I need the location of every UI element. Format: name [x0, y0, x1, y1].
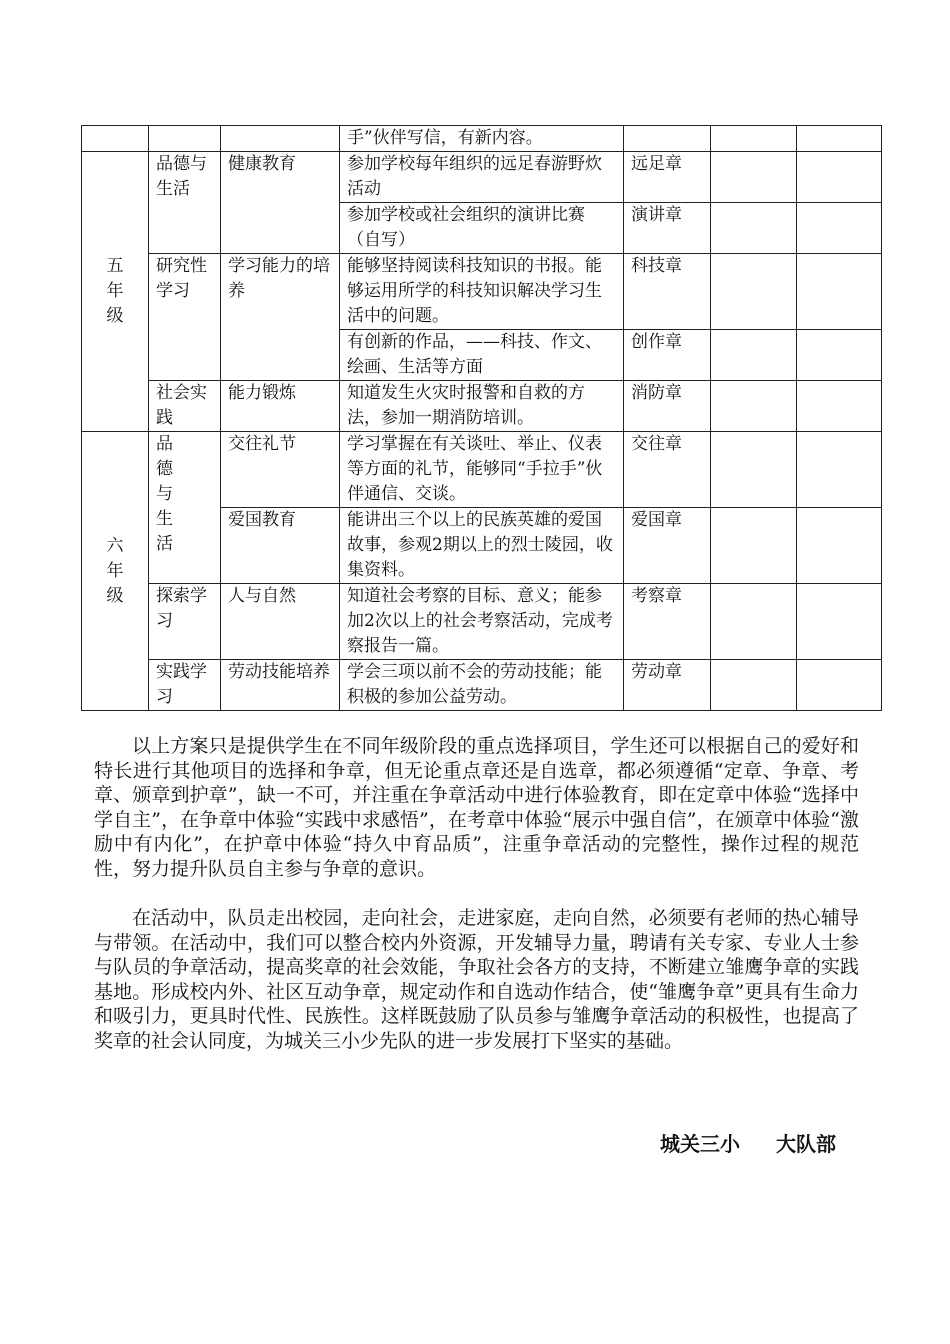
- content-cell: 学会三项以前不会的劳动技能；能积极的参加公益劳动。: [340, 660, 624, 711]
- blank-cell: [711, 584, 797, 660]
- table-row: [82, 660, 882, 711]
- item-cell: 健康教育: [221, 152, 340, 254]
- item-cell: 能力锻炼: [221, 381, 340, 432]
- badge-plan-table: [81, 125, 882, 711]
- blank-cell: [797, 254, 882, 330]
- blank-cell: [711, 381, 797, 432]
- table-row: [82, 584, 882, 660]
- grade-cell: 六年级: [82, 432, 149, 711]
- content-cell: 能讲出三个以上的民族英雄的爱国故事，参观2期以上的烈士陵园，收集资料。: [340, 508, 624, 584]
- blank-cell: [711, 432, 797, 508]
- content-cell: 学习掌握在有关谈吐、举止、仪表等方面的礼节，能够同“手拉手”伙伴通信、交谈。: [340, 432, 624, 508]
- blank-cell: [797, 126, 882, 152]
- blank-cell: [711, 203, 797, 254]
- badge-cell: [624, 126, 711, 152]
- content-cell: 参加学校每年组织的远足春游野炊活动: [340, 152, 624, 203]
- blank-cell: [797, 660, 882, 711]
- badge-cell: 考察章: [624, 584, 711, 660]
- item-cell: 人与自然: [221, 584, 340, 660]
- item-cell: 爱国教育: [221, 508, 340, 584]
- table-row: [82, 126, 882, 152]
- item-cell: 学习能力的培养: [221, 254, 340, 381]
- content-cell: 能够坚持阅读科技知识的书报。能够运用所学的科技知识解决学习生活中的问题。: [340, 254, 624, 330]
- blank-cell: [711, 152, 797, 203]
- content-cell: 知道社会考察的目标、意义；能参加2次以上的社会考察活动，完成考察报告一篇。: [340, 584, 624, 660]
- blank-cell: [797, 584, 882, 660]
- signature-dept: 大队部: [776, 1132, 836, 1156]
- blank-cell: [711, 126, 797, 152]
- subject-cell: 品德与生活: [149, 432, 221, 584]
- blank-cell: [711, 254, 797, 330]
- table-row: [82, 381, 882, 432]
- grade-cell: 五年级: [82, 152, 149, 432]
- subject-cell: 社会实践: [149, 381, 221, 432]
- subject-cell: 品德与生活: [149, 152, 221, 254]
- badge-cell: 创作章: [624, 330, 711, 381]
- table-row: [82, 254, 882, 330]
- badge-cell: 交往章: [624, 432, 711, 508]
- content-cell: 参加学校或社会组织的演讲比赛（自写）: [340, 203, 624, 254]
- blank-cell: [797, 432, 882, 508]
- blank-cell: [797, 330, 882, 381]
- content-cell: 知道发生火灾时报警和自救的方法，参加一期消防培训。: [340, 381, 624, 432]
- blank-cell: [797, 203, 882, 254]
- badge-cell: 远足章: [624, 152, 711, 203]
- item-cell: 交往礼节: [221, 432, 340, 508]
- grade-cell: [82, 126, 149, 152]
- badge-cell: 消防章: [624, 381, 711, 432]
- badge-cell: 爱国章: [624, 508, 711, 584]
- badge-cell: 科技章: [624, 254, 711, 330]
- item-cell: 劳动技能培养: [221, 660, 340, 711]
- badge-cell: 劳动章: [624, 660, 711, 711]
- table-row: [82, 152, 882, 203]
- blank-cell: [797, 381, 882, 432]
- content-cell: 手”伙伴写信，有新内容。: [340, 126, 624, 152]
- blank-cell: [711, 330, 797, 381]
- subject-cell: 研究性学习: [149, 254, 221, 381]
- body-paragraph: 以上方案只是提供学生在不同年级阶段的重点选择项目，学生还可以根据自己的爱好和特长进行其他项目的选择和争章，但无论重点章还是自选章，都必须遵循“定章、争章、考章、颁章到护章”，缺一不可，并注重在争章活动中进行体验教育，即在定章中体验“选择中学自主”，在争章中体验“实践中求感悟”，在考章中体验“展示中强自信”，在颁章中体验“激励中有内化”，在护章中体验“持久中育品质”，注重争章活动的完整性，操作过程的规范性，努力提升队员自主参与争章的意识。: [94, 735, 859, 880]
- item-cell: [221, 126, 340, 152]
- signature: [660, 1128, 836, 1157]
- body-paragraph: 在活动中，队员走出校园，走向社会，走进家庭，走向自然，必须要有老师的热心辅导与带领。在活动中，我们可以整合校内外资源，开发辅导力量，聘请有关专家、专业人士参与队员的争章活动，提高奖章的社会效能，争取社会各方的支持，不断建立雏鹰争章的实践基地。形成校内外、社区互动争章，规定动作和自选动作结合，使“雏鹰争章”更具有生命力和吸引力，更具时代性、民族性。这样既鼓励了队员参与雏鹰争章活动的积极性，也提高了奖章的社会认同度，为城关三小少先队的进一步发展打下坚实的基础。: [94, 907, 859, 1052]
- blank-cell: [711, 660, 797, 711]
- subject-cell: 实践学习: [149, 660, 221, 711]
- blank-cell: [711, 508, 797, 584]
- badge-cell: 演讲章: [624, 203, 711, 254]
- content-cell: 有创新的作品，——科技、作文、绘画、生活等方面: [340, 330, 624, 381]
- blank-cell: [797, 152, 882, 203]
- subject-cell: [149, 126, 221, 152]
- table-row: [82, 432, 882, 508]
- subject-cell: 探索学习: [149, 584, 221, 660]
- signature-school: 城关三小: [660, 1132, 740, 1156]
- blank-cell: [797, 508, 882, 584]
